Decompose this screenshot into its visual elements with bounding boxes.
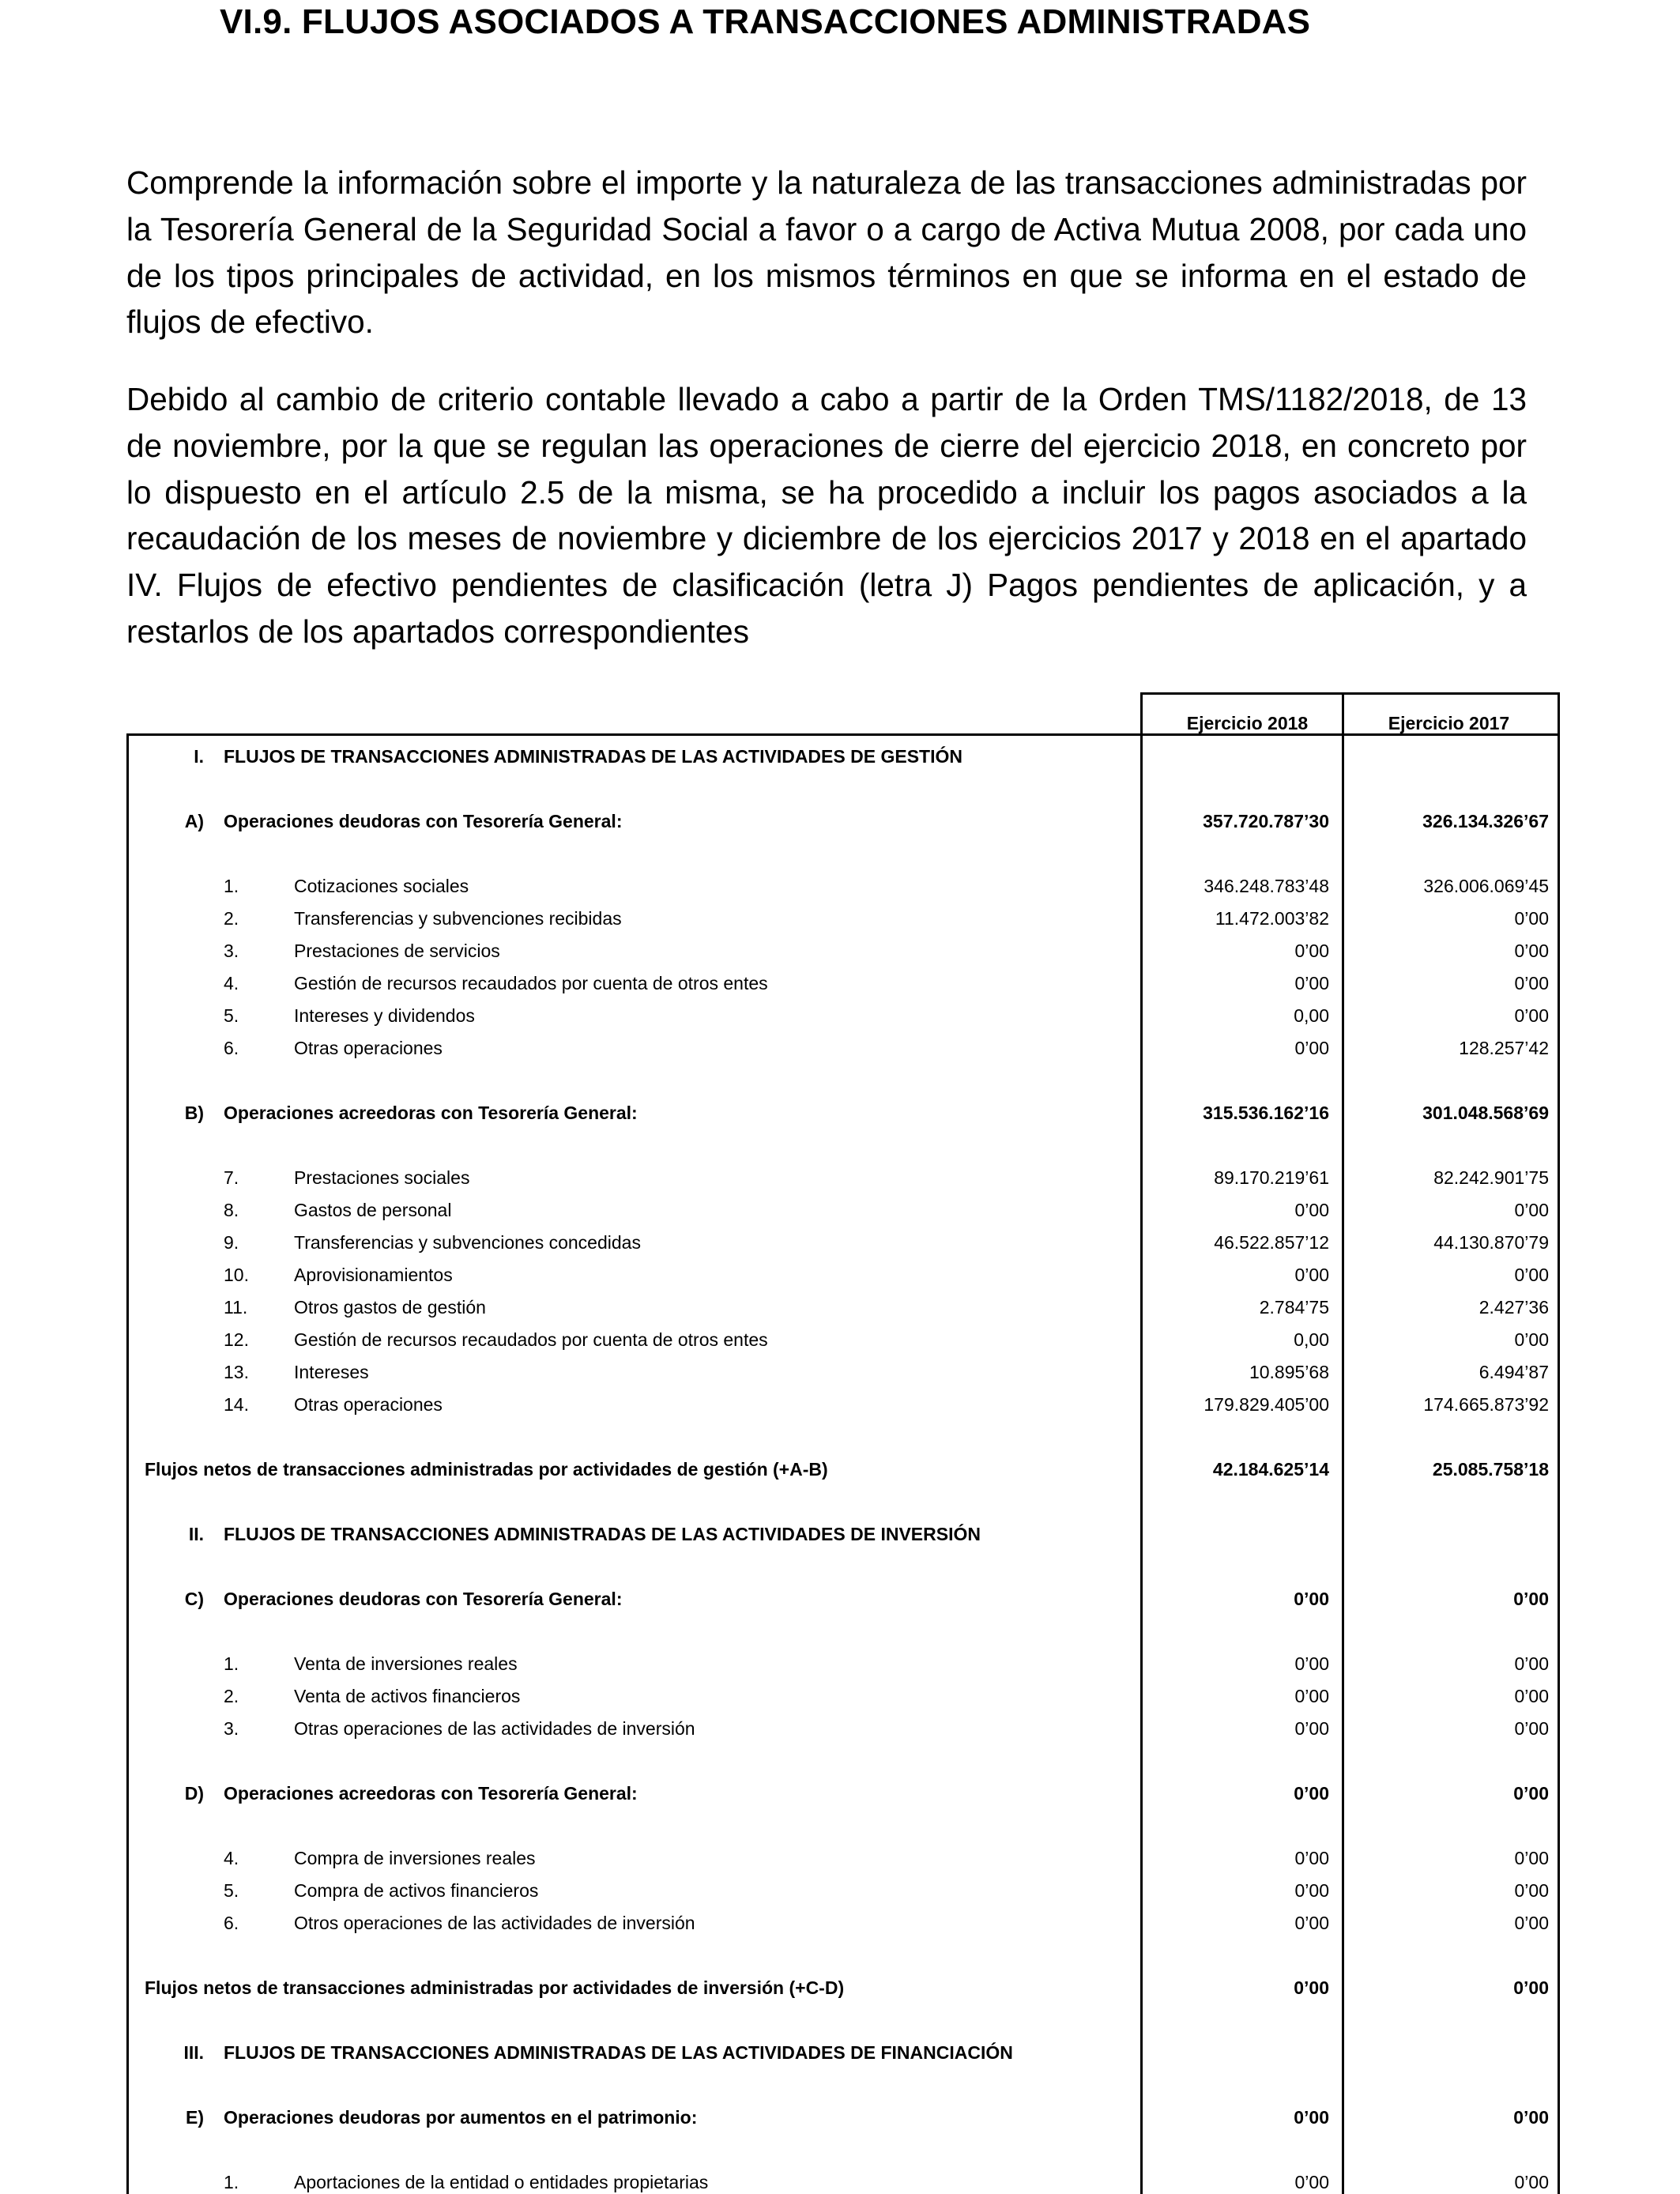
row-number: 6. — [224, 1038, 239, 1058]
row-label: Otras operaciones de las actividades de inversión — [294, 1718, 695, 1739]
row-number: I. — [194, 746, 204, 767]
row-number: 3. — [224, 1718, 239, 1739]
row-label: FLUJOS DE TRANSACCIONES ADMINISTRADAS DE LAS ACTIVIDADES DE GESTIÓN — [224, 746, 962, 767]
row-label: Otras operaciones — [294, 1394, 443, 1415]
row-number: 1. — [224, 1653, 239, 1674]
value-2018: 0’00 — [1294, 1653, 1329, 1674]
value-2018: 357.720.787’30 — [1203, 811, 1329, 831]
row-label: Intereses y dividendos — [294, 1005, 475, 1026]
row-number: E) — [186, 2107, 204, 2128]
row-number: 4. — [224, 1848, 239, 1868]
value-2017: 0’00 — [1513, 1589, 1549, 1609]
row-number: 2. — [224, 1686, 239, 1706]
row-label: Venta de activos financieros — [294, 1686, 521, 1706]
value-2017: 44.130.870’79 — [1433, 1232, 1549, 1253]
value-2018: 46.522.857’12 — [1214, 1232, 1329, 1253]
row-number: C) — [184, 1589, 204, 1609]
row-label: FLUJOS DE TRANSACCIONES ADMINISTRADAS DE LAS ACTIVIDADES DE INVERSIÓN — [224, 1524, 981, 1544]
header-ejercicio-2018: Ejercicio 2018 — [1186, 713, 1309, 733]
row-label: Flujos netos de transacciones administradas por actividades de inversión (+C-D) — [145, 1977, 845, 1998]
value-2017: 326.134.326’67 — [1422, 811, 1549, 831]
value-2018: 42.184.625’14 — [1212, 1459, 1329, 1480]
row-label: Aportaciones de la entidad o entidades propietarias — [294, 2172, 709, 2192]
row-number: 11. — [224, 1297, 248, 1318]
row-label: Operaciones acreedoras con Tesorería General: — [224, 1103, 638, 1123]
value-2018: 0’00 — [1294, 1265, 1329, 1285]
value-2017: 174.665.873’92 — [1423, 1394, 1549, 1415]
value-2018: 89.170.219’61 — [1214, 1167, 1329, 1188]
value-2017: 301.048.568’69 — [1422, 1103, 1549, 1123]
value-2018: 0’00 — [1294, 1686, 1329, 1706]
row-label: Intereses — [294, 1362, 369, 1382]
header-top-rule — [1140, 692, 1560, 695]
row-label: Otras operaciones — [294, 1038, 443, 1058]
value-2017: 0’00 — [1514, 908, 1549, 929]
table-right-border — [1558, 692, 1560, 2194]
value-2018: 0’00 — [1294, 1783, 1329, 1804]
row-number: B) — [184, 1103, 204, 1123]
cash-flow-table — [126, 692, 1560, 2194]
row-number: 4. — [224, 973, 239, 993]
value-2017: 2.427’36 — [1478, 1297, 1549, 1318]
value-2018: 0’00 — [1294, 941, 1329, 961]
row-number: 1. — [224, 876, 239, 896]
row-label: Gestión de recursos recaudados por cuenta de otros entes — [294, 1329, 768, 1350]
row-label: Gestión de recursos recaudados por cuenta de otros entes — [294, 973, 768, 993]
criteria-paragraph: Debido al cambio de criterio contable llevado a cabo a partir de la Orden TMS/1182/2018, de 13 de noviembre, por la que se regulan las operaciones de cierre del ejercicio 2018, en concreto por lo dispuesto en el artículo 2.5 de la misma, se ha procedido a incluir los pagos asociados a la recaudación de los meses de noviembre y diciembre de los ejercicios 2017 y 2018 en el apartado IV. Flujos de efectivo pendientes de clasificación (letra J) Pagos pendientes de aplicación, y a restarlos de los apartados correspondientes — [126, 381, 1527, 650]
row-number: 7. — [224, 1167, 239, 1188]
value-2017: 82.242.901’75 — [1433, 1167, 1549, 1188]
row-number: 2. — [224, 908, 239, 929]
value-2017: 25.085.758’18 — [1432, 1459, 1549, 1480]
row-label: Prestaciones sociales — [294, 1167, 470, 1188]
row-number: 13. — [224, 1362, 249, 1382]
row-number: 10. — [224, 1265, 249, 1285]
intro-paragraph: Comprende la información sobre el importe y la naturaleza de las transacciones administradas por la Tesorería General de la Seguridad Social a favor o a cargo de Activa Mutua 2008, por cada uno de los tipos principales de actividad, en los mismos términos en que se informa en el estado de flujos de efectivo. — [126, 164, 1527, 341]
value-2017: 0’00 — [1514, 1686, 1549, 1706]
row-number: 1. — [224, 2172, 239, 2192]
value-2018: 0’00 — [1294, 1848, 1329, 1868]
value-2018: 0’00 — [1294, 1977, 1329, 1998]
value-2017: 0’00 — [1514, 1329, 1549, 1350]
value-2018: 0’00 — [1294, 973, 1329, 993]
value-2017: 0’00 — [1514, 1005, 1549, 1026]
value-2017: 0’00 — [1514, 941, 1549, 961]
value-2017: 0’00 — [1514, 1880, 1549, 1901]
row-label: Aprovisionamientos — [294, 1265, 453, 1285]
row-label: Compra de inversiones reales — [294, 1848, 536, 1868]
value-2018: 346.248.783’48 — [1203, 876, 1329, 896]
row-label: Compra de activos financieros — [294, 1880, 539, 1901]
row-number: 12. — [224, 1329, 249, 1350]
value-2018: 0,00 — [1294, 1329, 1329, 1350]
header-ejercicio-2017: Ejercicio 2017 — [1388, 713, 1510, 733]
row-number: 6. — [224, 1913, 239, 1933]
row-number: 14. — [224, 1394, 249, 1415]
value-2018: 2.784’75 — [1259, 1297, 1329, 1318]
row-number: II. — [188, 1524, 204, 1544]
value-2017: 0’00 — [1514, 1718, 1549, 1739]
value-2018: 0,00 — [1294, 1005, 1329, 1026]
value-2017: 0’00 — [1513, 1783, 1549, 1804]
value-2017: 0’00 — [1513, 1977, 1549, 1998]
row-label: Prestaciones de servicios — [294, 941, 500, 961]
column-divider-2017 — [1342, 692, 1344, 2194]
value-2018: 0’00 — [1294, 2172, 1329, 2192]
value-2017: 0’00 — [1513, 2107, 1549, 2128]
value-2017: 326.006.069’45 — [1423, 876, 1549, 896]
row-label: Operaciones deudoras con Tesorería General: — [224, 1589, 623, 1609]
row-number: III. — [183, 2042, 204, 2063]
row-label: Operaciones deudoras con Tesorería General: — [224, 811, 623, 831]
value-2018: 0’00 — [1294, 2107, 1329, 2128]
row-label: Operaciones deudoras por aumentos en el patrimonio: — [224, 2107, 698, 2128]
row-label: Transferencias y subvenciones recibidas — [294, 908, 622, 929]
value-2017: 0’00 — [1514, 1848, 1549, 1868]
value-2017: 0’00 — [1514, 1200, 1549, 1220]
row-number: 5. — [224, 1005, 239, 1026]
row-label: Transferencias y subvenciones concedidas — [294, 1232, 641, 1253]
row-number: 3. — [224, 941, 239, 961]
value-2017: 0’00 — [1514, 1653, 1549, 1674]
value-2018: 0’00 — [1294, 1038, 1329, 1058]
row-label: Operaciones acreedoras con Tesorería General: — [224, 1783, 638, 1804]
value-2018: 0’00 — [1294, 1880, 1329, 1901]
value-2017: 6.494’87 — [1478, 1362, 1549, 1382]
value-2018: 0’00 — [1294, 1200, 1329, 1220]
row-number: 8. — [224, 1200, 239, 1220]
row-label: Flujos netos de transacciones administradas por actividades de gestión (+A-B) — [145, 1459, 828, 1480]
value-2018: 0’00 — [1294, 1913, 1329, 1933]
row-number: 5. — [224, 1880, 239, 1901]
row-label: Otros gastos de gestión — [294, 1297, 486, 1318]
page-title: VI.9. FLUJOS ASOCIADOS A TRANSACCIONES ADMINISTRADAS — [220, 2, 1311, 41]
value-2018: 10.895’68 — [1249, 1362, 1329, 1382]
value-2017: 128.257’42 — [1459, 1038, 1549, 1058]
row-label: Venta de inversiones reales — [294, 1653, 518, 1674]
row-label: Gastos de personal — [294, 1200, 452, 1220]
value-2018: 11.472.003’82 — [1215, 908, 1329, 929]
value-2017: 0’00 — [1514, 1913, 1549, 1933]
value-2018: 0’00 — [1294, 1718, 1329, 1739]
row-label: Cotizaciones sociales — [294, 876, 469, 896]
value-2018: 179.829.405’00 — [1203, 1394, 1329, 1415]
value-2017: 0’00 — [1514, 1265, 1549, 1285]
value-2018: 315.536.162’16 — [1203, 1103, 1329, 1123]
row-number: A) — [184, 811, 204, 831]
row-label: FLUJOS DE TRANSACCIONES ADMINISTRADAS DE LAS ACTIVIDADES DE FINANCIACIÓN — [224, 2042, 1013, 2063]
row-number: 9. — [224, 1232, 239, 1253]
value-2017: 0’00 — [1514, 973, 1549, 993]
table-left-border — [126, 733, 129, 2194]
row-number: D) — [184, 1783, 204, 1804]
value-2017: 0’00 — [1514, 2172, 1549, 2192]
row-label: Otros operaciones de las actividades de inversión — [294, 1913, 695, 1933]
value-2018: 0’00 — [1294, 1589, 1329, 1609]
